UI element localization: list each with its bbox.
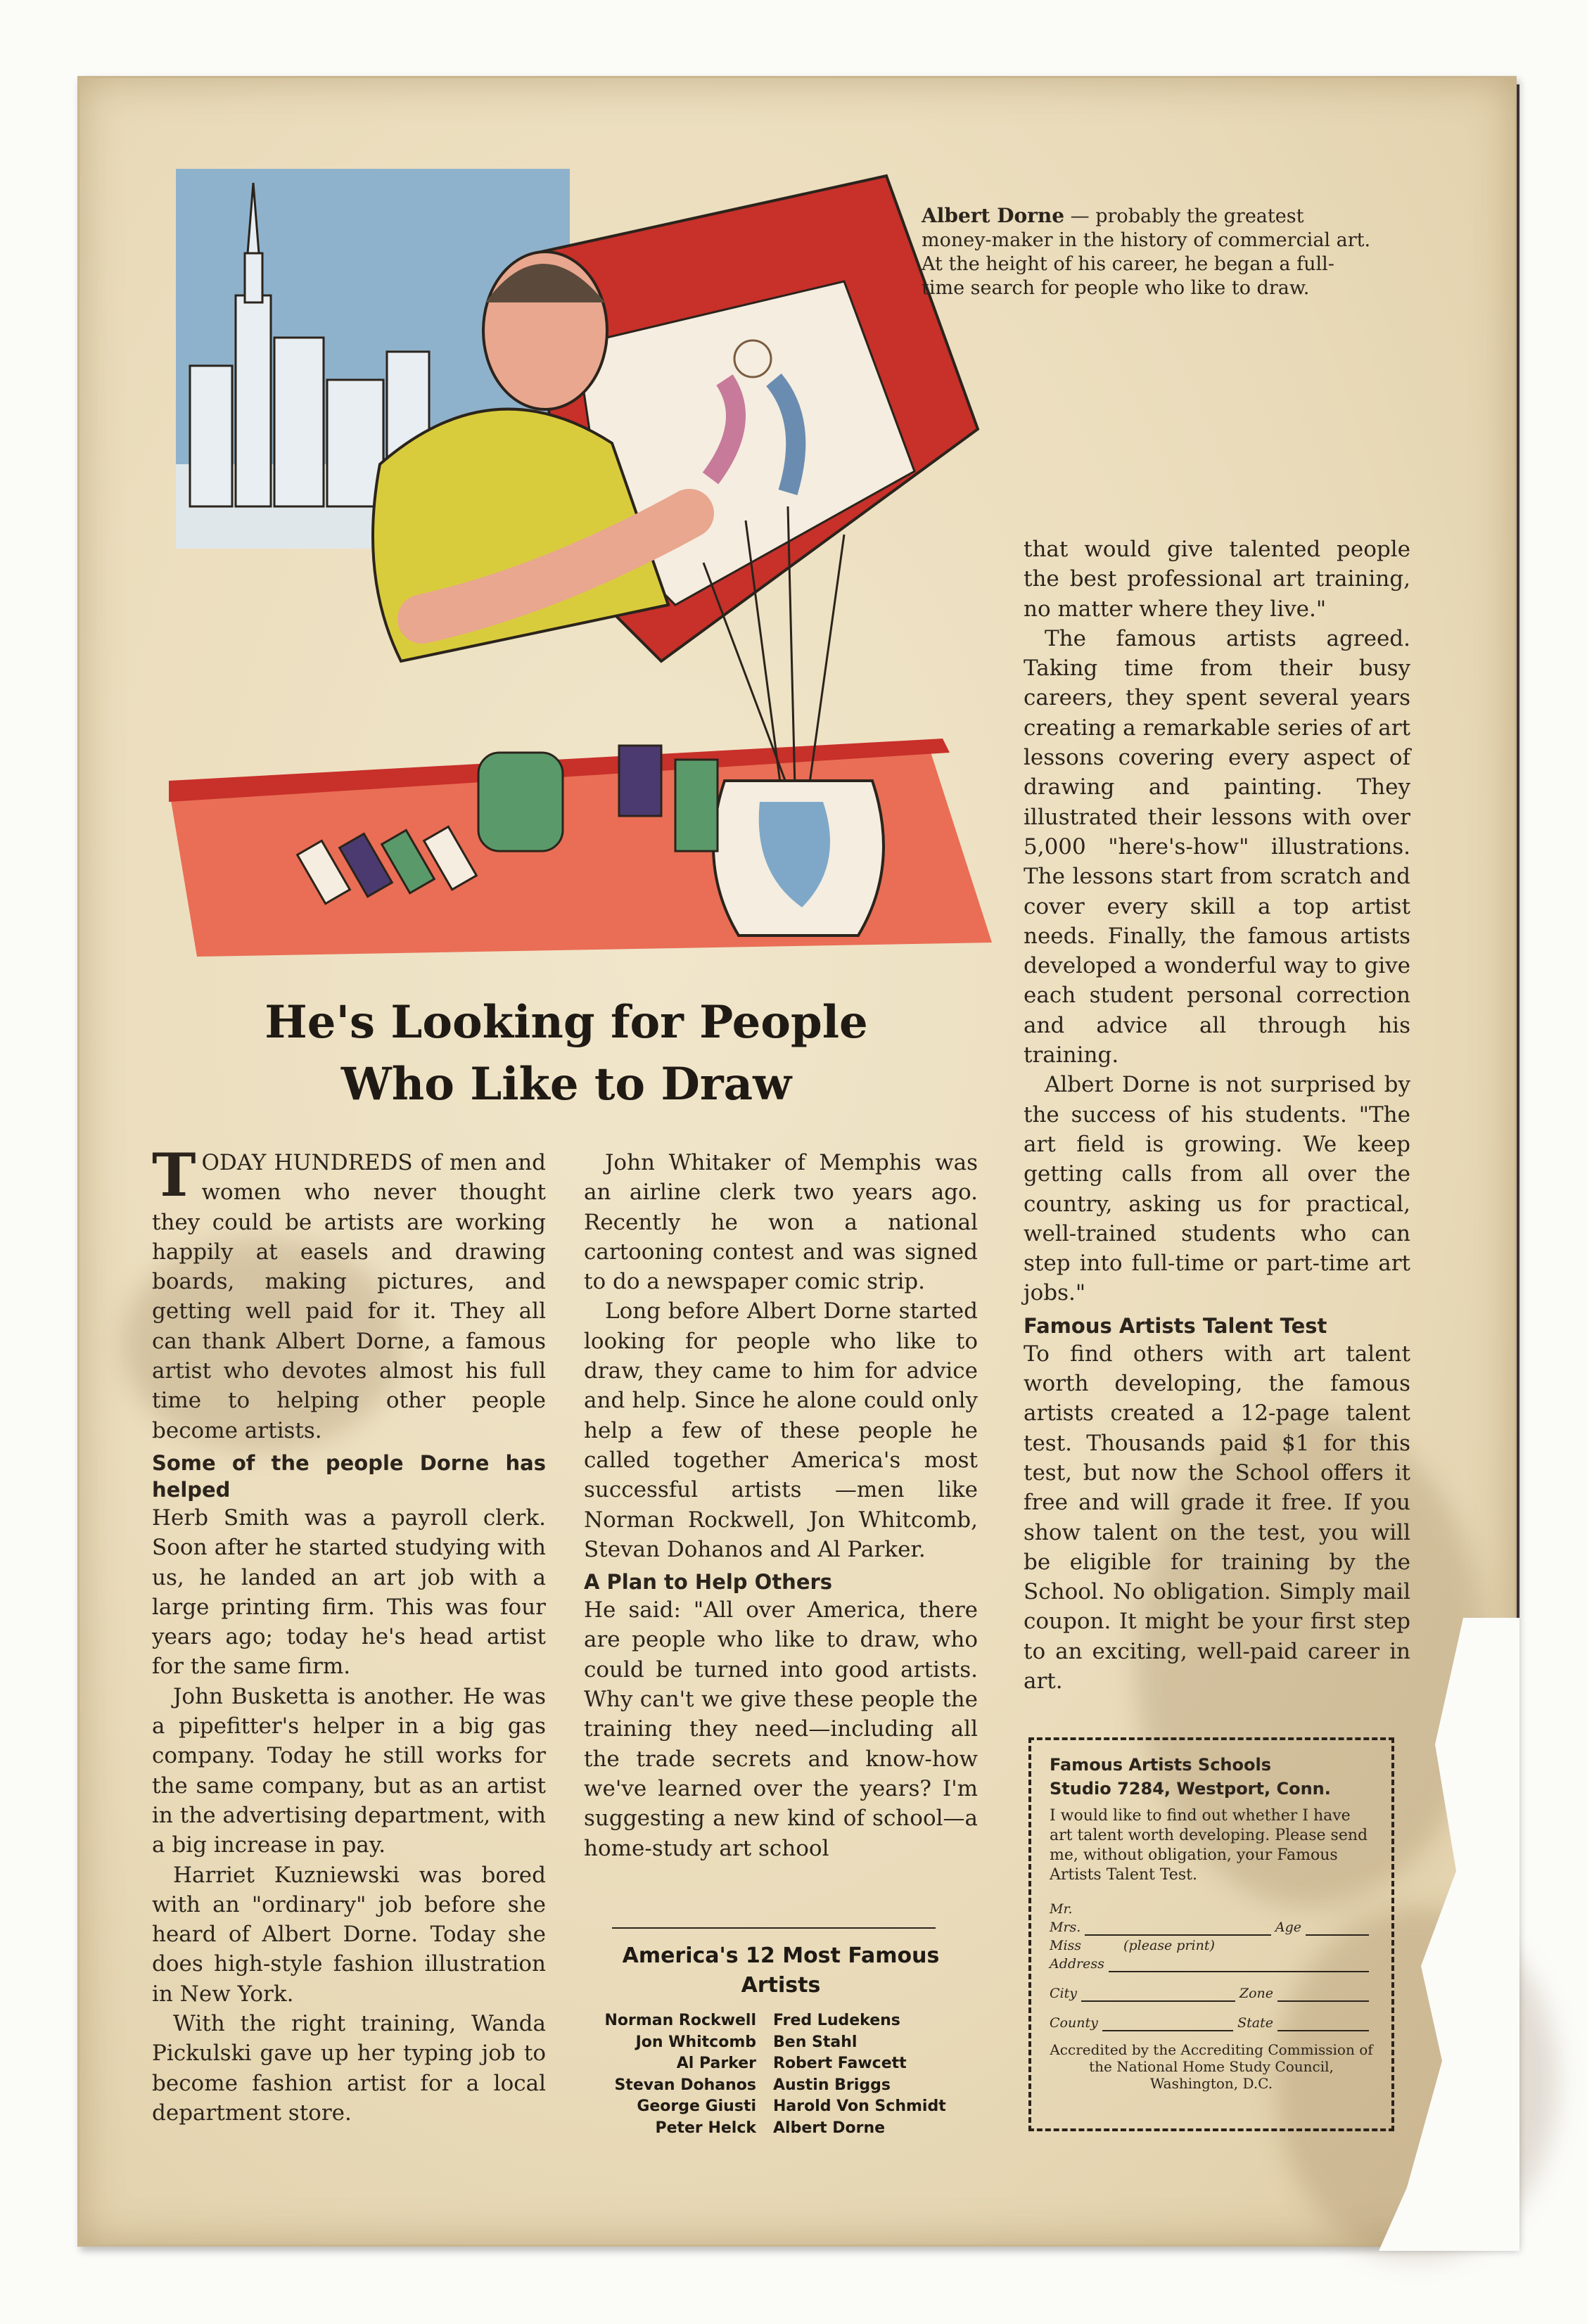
paragraph: Harriet Kuzniewski was bored with an "ordinary" job before she heard of Albert Dorne. Today she does high-style fashion illustration in New York.	[152, 1862, 546, 2007]
county-field[interactable]	[1102, 2017, 1233, 2031]
coupon-request-text: I would like to find out whether I have art talent worth developing. Please send me, without obligation, your Famous Artists Talent Test.	[1050, 1807, 1368, 1884]
list-item	[577, 2096, 999, 2118]
subheading: Famous Artists Talent Test	[1024, 1313, 1327, 1338]
article-column-2	[584, 1148, 978, 1863]
artist-name: Austin Briggs	[773, 2076, 891, 2094]
paragraph: that would give talented people the best professional art training, no matter where they live."	[1024, 537, 1410, 622]
drop-cap: T	[152, 1140, 196, 1210]
coupon-school-name: Famous Artists Schools	[1050, 1755, 1271, 1775]
city-label: City	[1050, 1986, 1077, 2001]
artist-name: Ben Stahl	[773, 2033, 858, 2051]
headline-line-1: He's Looking for People	[264, 996, 868, 1049]
list-item	[577, 2053, 999, 2075]
artist-name: Peter Helck	[655, 2119, 756, 2137]
paragraph: Herb Smith was a payroll clerk. Soon after he started studying with us, he landed an art job with a large printing firm. This was four years ago; today he's head artist for the same firm.	[152, 1505, 546, 1680]
article-column-1	[152, 1140, 546, 2128]
county-label: County	[1050, 2015, 1098, 2031]
state-field[interactable]	[1277, 2017, 1369, 2031]
state-label: State	[1237, 2015, 1273, 2031]
mrs-label: Mrs.	[1050, 1920, 1081, 1935]
please-print-label: (please print)	[1123, 1938, 1215, 1953]
paragraph: Albert Dorne is not surprised by the success of his students. "The art field is growing. We keep getting calls from all over the country, asking us for practical, well-trained students who can step into full-time or part-time art jobs."	[1024, 1072, 1410, 1306]
illustration-caption	[922, 204, 1372, 300]
caption-name: Albert Dorne	[922, 204, 1065, 227]
list-item	[577, 2118, 999, 2140]
mr-label: Mr.	[1050, 1901, 1073, 1917]
artist-name: George Giusti	[637, 2098, 756, 2115]
artist-name: Harold Von Schmidt	[773, 2098, 946, 2115]
name-field[interactable]	[1085, 1922, 1271, 1936]
zone-field[interactable]	[1277, 1988, 1369, 2002]
headline-line-2: Who Like to Draw	[340, 1058, 792, 1111]
coupon-studio-address: Studio 7284, Westport, Conn.	[1050, 1779, 1331, 1799]
albert-dorne-illustration	[169, 169, 992, 985]
address-label: Address	[1050, 1956, 1104, 1972]
miss-label: Miss	[1050, 1938, 1082, 1953]
artists-list	[577, 2010, 999, 2139]
divider	[612, 1927, 936, 1929]
paragraph: With the right training, Wanda Pickulski gave up her typing job to become fashion artist for a local department store.	[152, 2011, 546, 2126]
subheading: Some of the people Dorne has helped	[152, 1450, 546, 1502]
paragraph-text: of men and women who never thought they could be artists are working happily at easels and drawing boards, making pictures, and getting well paid for it. They all can thank Albert Dorne, a famous artist who devotes almost his full time to helping other people become artists.	[152, 1150, 546, 1443]
artist-name: Robert Fawcett	[773, 2055, 907, 2072]
list-item	[577, 2010, 999, 2032]
age-label: Age	[1275, 1920, 1301, 1935]
city-field[interactable]	[1081, 1988, 1235, 2002]
opening-paragraph	[152, 1140, 546, 1445]
artist-name: Jon Whitcomb	[635, 2033, 756, 2051]
artist-name: Al Parker	[676, 2055, 756, 2072]
zone-label: Zone	[1239, 1986, 1273, 2001]
paragraph: To find others with art talent worth developing, the famous artists created a 12-page talent test. Thousands paid $1 for this test, but now the School offers it free and will grade it free. If you show talent on the test, you will be eligible for training by the School. No obligation. Simply mail coupon. It might be your first step to an exciting, well-paid career in art.	[1024, 1341, 1410, 1694]
list-item	[577, 2032, 999, 2054]
article-column-3	[1024, 535, 1410, 1696]
paragraph: Long before Albert Dorne started looking for people who like to draw, they came to him for advice and help. Since he alone could only help a few of these people he called together America's most successful artists —men like Norman Rockwell, Jon Whitcomb, Stevan Dohanos and Al Parker.	[584, 1298, 978, 1562]
headline	[169, 992, 964, 1116]
coupon-form-fields	[1050, 1901, 1373, 2031]
artist-name: Norman Rockwell	[604, 2012, 756, 2029]
mail-coupon[interactable]	[1028, 1737, 1394, 2131]
list-item	[577, 2075, 999, 2097]
artist-name: Albert Dorne	[773, 2119, 886, 2137]
paragraph: The famous artists agreed. Taking time from their busy careers, they spent several years creating a remarkable series of art lessons covering every aspect of drawing and painting. They illustrated their lessons with over 5,000 "here's-how" illustrations. The lessons start from scratch and cover every skill a top artist needs. Finally, the famous artists developed a wonderful way to give each student personal correction and advice all through his training.	[1024, 625, 1410, 1068]
paragraph: John Busketta is another. He was a pipefitter's helper in a big gas company. Today he still works for the same company, but as an artist in the advertising department, with a big increase in pay.	[152, 1683, 546, 1858]
lead-in: ODAY HUNDREDS	[201, 1150, 413, 1175]
paragraph: He said: "All over America, there are people who like to draw, who could be turned into good artists. Why can't we give these people the training they need—including all the trade secrets and know-how we've learned over the years? I'm suggesting a new kind of school—a home-study art school	[584, 1597, 978, 1861]
address-field[interactable]	[1109, 1958, 1369, 1972]
artist-name: Stevan Dohanos	[614, 2076, 756, 2094]
age-field[interactable]	[1306, 1922, 1369, 1936]
caption-text: — probably the greatest money-maker in the history of commercial art. At the height of his career, he began a full-time search for people who like to draw.	[922, 205, 1371, 299]
subheading: A Plan to Help Others	[584, 1570, 833, 1595]
paragraph: John Whitaker of Memphis was an airline clerk two years ago. Recently he won a national cartooning contest and was signed to do a newspaper comic strip.	[584, 1150, 978, 1295]
artists-title: America's 12 Most Famous Artists	[622, 1943, 940, 1998]
accreditation-note: Accredited by the Accrediting Commission of the National Home Study Council, Washington, D.C.	[1050, 2041, 1373, 2092]
artist-name: Fred Ludekens	[773, 2012, 900, 2029]
